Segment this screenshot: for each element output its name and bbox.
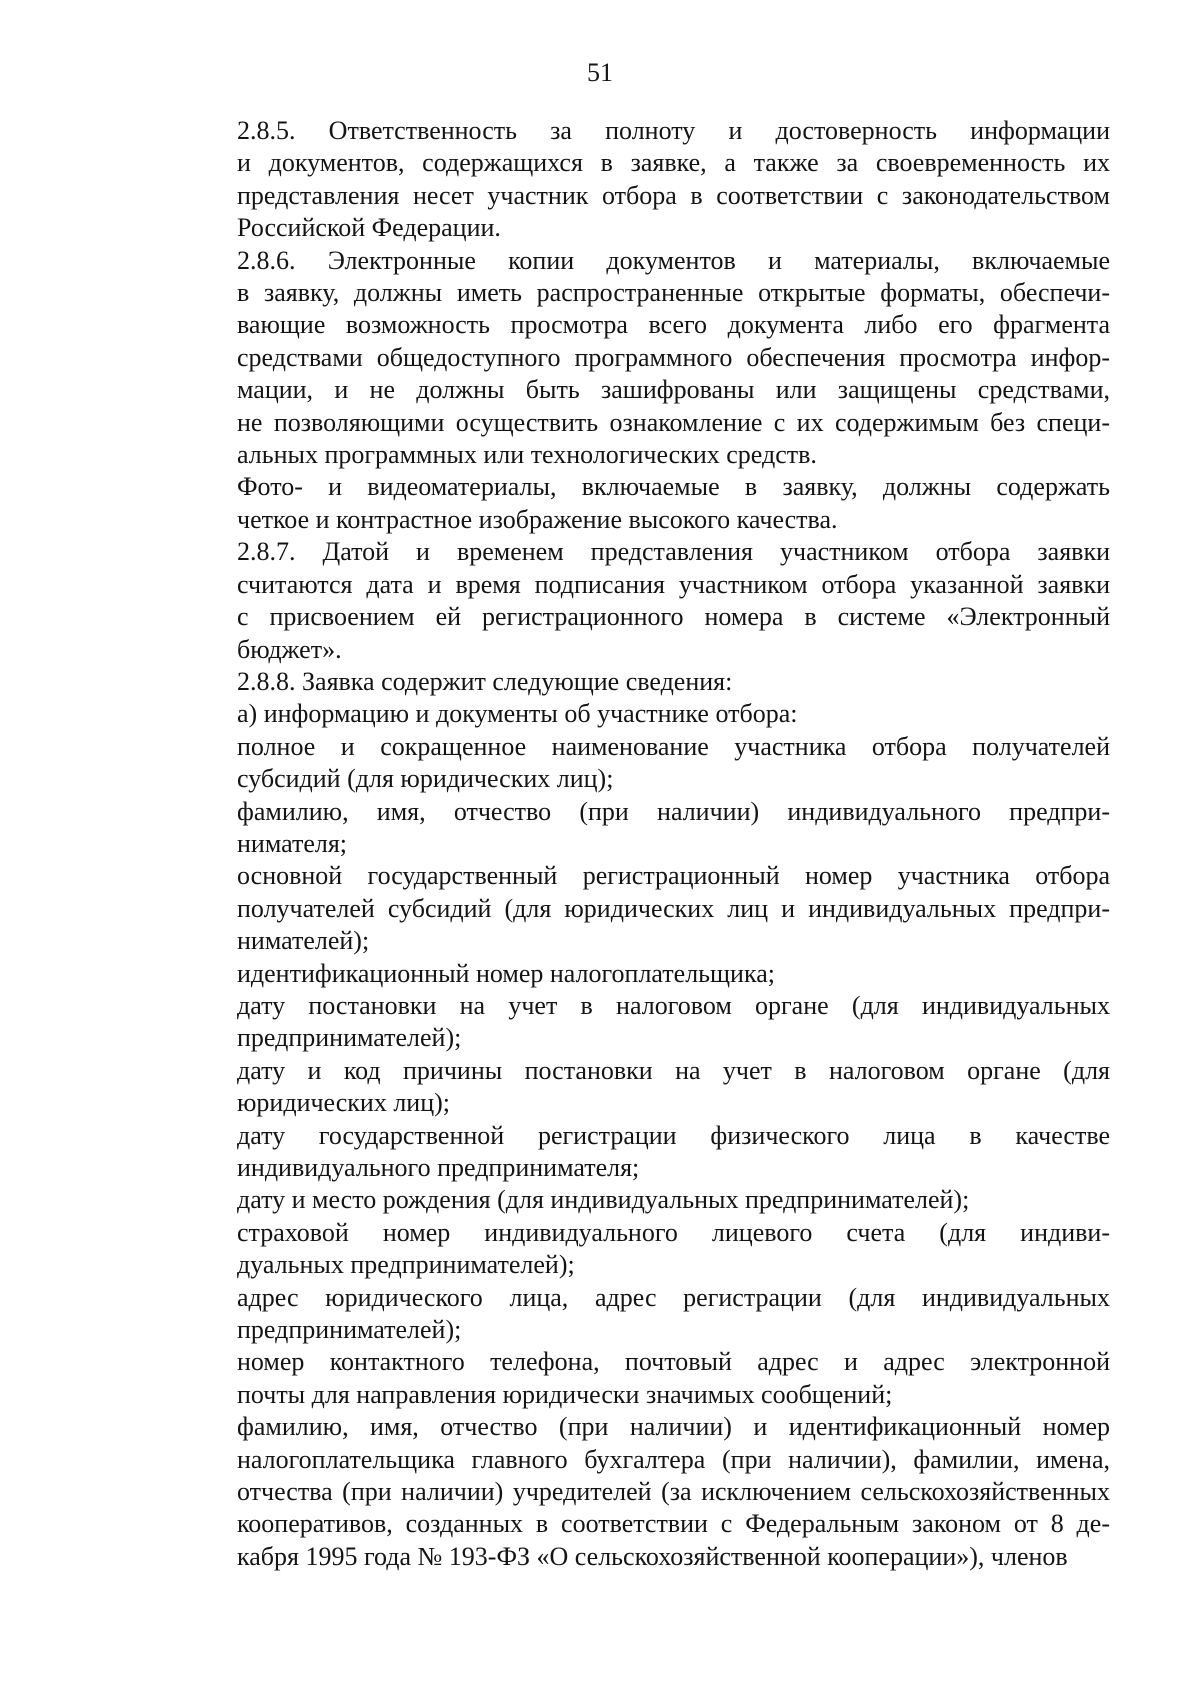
paragraph-p-date-kpp <box>167 1055 1110 1120</box>
page-number: 51 <box>587 58 613 87</box>
paragraph-p-2-8-8 <box>167 666 1110 698</box>
text-line: индивидуального предпринимателя; <box>237 1153 640 1182</box>
paragraph-p-date-ip <box>167 990 1110 1055</box>
paragraph-p-2-8-7 <box>167 536 1110 666</box>
text-line: налогоплательщика главного бухгалтера (при наличии), фамилии, имена, <box>237 1444 1110 1474</box>
text-line: дату постановки на учет в налоговом органе (для индивидуальных <box>237 990 1110 1020</box>
text-line: дуальных предпринимателей); <box>237 1250 575 1280</box>
text-line: идентификационный номер налогоплательщика; <box>237 958 775 988</box>
text-line: дату государственной регистрации физического лица в качестве <box>237 1120 1110 1150</box>
paragraph-p-phone <box>167 1346 1110 1411</box>
text-line: 2.8.5. Ответственность за полноту и достоверность информации <box>237 116 1110 145</box>
text-line: нимателей); <box>237 926 370 956</box>
text-line: предпринимателей); <box>237 1315 462 1345</box>
text-line: мации, и не должны быть зашифрованы или защищены средствами, <box>237 375 1110 405</box>
paragraph-p-inn <box>167 958 1110 990</box>
text-line: предпринимателей); <box>237 1023 462 1053</box>
text-line: не позволяющими осуществить ознакомление с их содержимым без специ- <box>237 407 1110 437</box>
paragraph-p-a <box>167 698 1110 730</box>
text-line: считаются дата и время подписания участником отбора указанной заявки <box>237 569 1110 599</box>
text-line: юридических лиц); <box>237 1088 451 1118</box>
paragraph-p-2-8-5 <box>167 115 1110 245</box>
paragraph-p-date-reg <box>167 1120 1110 1185</box>
paragraph-p-photo-video <box>167 471 1110 536</box>
paragraph-p-ogrn <box>167 860 1110 957</box>
text-line: субсидий (для юридических лиц); <box>237 764 614 794</box>
text-line: кабря 1995 года № 193-ФЗ «О сельскохозяйственной кооперации»), членов <box>237 1541 1068 1571</box>
text-line: и документов, содержащихся в заявке, а также за своевременность их <box>237 148 1110 178</box>
text-line: бюджет». <box>237 634 342 664</box>
text-line: дату и место рождения (для индивидуальных предпринимателей); <box>237 1185 970 1215</box>
text-line: кооперативов, созданных в соответствии с Федеральным законом от 8 де- <box>237 1509 1110 1539</box>
text-line: основной государственный регистрационный номер участника отбора <box>237 861 1110 891</box>
paragraph-p-accountant <box>167 1411 1110 1573</box>
document-body <box>167 115 1110 1573</box>
paragraph-p-fio <box>167 796 1110 861</box>
text-line: а) информацию и документы об участнике отбора: <box>237 699 798 729</box>
text-line: Российской Федерации. <box>237 213 501 243</box>
paragraph-p-snils <box>167 1217 1110 1282</box>
text-line: отчества (при наличии) учредителей (за исключением сельскохозяйственных <box>237 1477 1110 1507</box>
text-line: полное и сокращенное наименование участника отбора получателей <box>237 731 1110 761</box>
text-line: страховой номер индивидуального лицевого счета (для индиви- <box>237 1217 1110 1247</box>
text-line: с присвоением ей регистрационного номера в системе «Электронный <box>237 602 1110 632</box>
text-line: в заявку, должны иметь распространенные открытые форматы, обеспечи- <box>237 278 1110 308</box>
text-line: фамилию, имя, отчество (при наличии) индивидуального предпри- <box>237 796 1110 826</box>
paragraph-p-birth <box>167 1184 1110 1216</box>
text-line: получателей субсидий (для юридических лиц и индивидуальных предпри- <box>237 893 1110 923</box>
text-line: альных программных или технологических средств. <box>237 440 817 470</box>
text-line: представления несет участник отбора в соответствии с законодательством <box>237 180 1110 210</box>
text-line: 2.8.6. Электронные копии документов и материалы, включаемые <box>237 245 1110 275</box>
text-line: 2.8.7. Датой и временем представления участником отбора заявки <box>237 537 1110 567</box>
text-line: дату и код причины постановки на учет в налоговом органе (для <box>237 1055 1110 1085</box>
text-line: фамилию, имя, отчество (при наличии) и идентификационный номер <box>237 1412 1110 1442</box>
text-line: 2.8.8. Заявка содержит следующие сведения: <box>237 666 733 696</box>
text-line: номер контактного телефона, почтовый адрес и адрес электронной <box>237 1347 1110 1377</box>
text-line: вающие возможность просмотра всего документа либо его фрагмента <box>237 310 1110 340</box>
text-line: адрес юридического лица, адрес регистрации (для индивидуальных <box>237 1282 1110 1312</box>
paragraph-p-address <box>167 1282 1110 1347</box>
text-line: средствами общедоступного программного обеспечения просмотра инфор- <box>237 342 1110 372</box>
text-line: нимателя; <box>237 828 348 858</box>
text-line: почты для направления юридически значимых сообщений; <box>237 1379 893 1409</box>
text-line: Фото- и видеоматериалы, включаемые в заявку, должны содержать <box>237 472 1110 502</box>
text-line: четкое и контрастное изображение высокого качества. <box>237 504 838 534</box>
paragraph-p-2-8-6 <box>167 245 1110 472</box>
paragraph-p-name <box>167 731 1110 796</box>
